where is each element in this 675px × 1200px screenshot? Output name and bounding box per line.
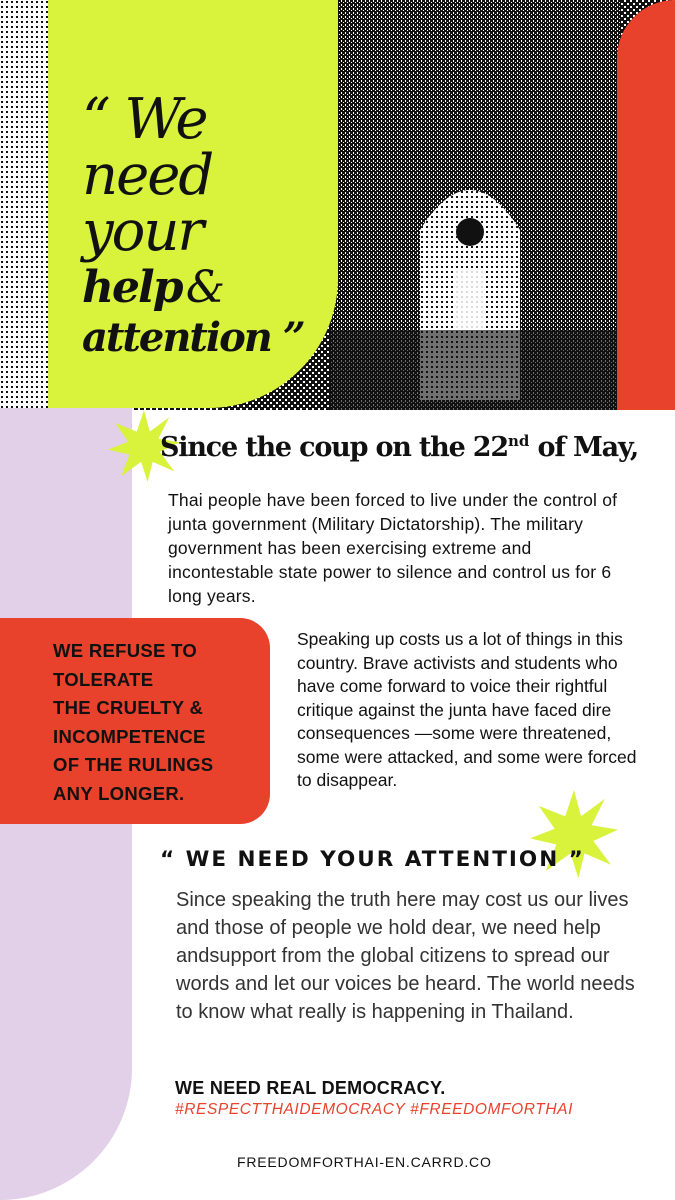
intro-paragraph: Thai people have been forced to live under the control of junta government (Military Dictatorship). The military government has been exercising extreme and incontestable state power to silence and control us for 6 long years. bbox=[168, 490, 618, 606]
quote-ampersand: & bbox=[185, 262, 226, 313]
quote-line-1: “ We need bbox=[82, 87, 213, 208]
attention-heading: “ WE NEED YOUR ATTENTION ” bbox=[160, 847, 585, 872]
quote-line-4: attention ” bbox=[82, 314, 304, 361]
consequences-paragraph: Speaking up costs us a lot of things in this country. Brave activists and students who have come forward to voice their rightful critique against the junta have faced dire consequences —some were threatened, some were attacked, and some were forced to disappear. bbox=[297, 629, 637, 790]
hashtags: #RESPECTTHAIDEMOCRACY #FREEDOMFORTHAI bbox=[175, 1101, 573, 1118]
democracy-statement: WE NEED REAL DEMOCRACY. bbox=[175, 1078, 446, 1098]
red-accent-tab bbox=[617, 0, 675, 410]
banner-quote bbox=[82, 87, 332, 361]
heading-superscript: nd bbox=[507, 432, 530, 450]
quote-word-help: help bbox=[82, 262, 182, 313]
website-url: FREEDOMFORTHAI-EN.CARRD.CO bbox=[237, 1154, 492, 1170]
quote-line-2: your bbox=[82, 199, 203, 264]
appeal-paragraph: Since speaking the truth here may cost us our lives and those of people we hold dear, we need help andsupport from the global citizens to spread our words and let our voices be heard. The world needs to know what really is happening in Thailand. bbox=[176, 889, 635, 1023]
refuse-statement: WE REFUSE TO TOLERATE THE CRUELTY & INCOMPETENCE OF THE RULINGS ANY LONGER. bbox=[53, 640, 214, 804]
main-heading: Since the coup on the 22nd of May, bbox=[160, 432, 639, 463]
